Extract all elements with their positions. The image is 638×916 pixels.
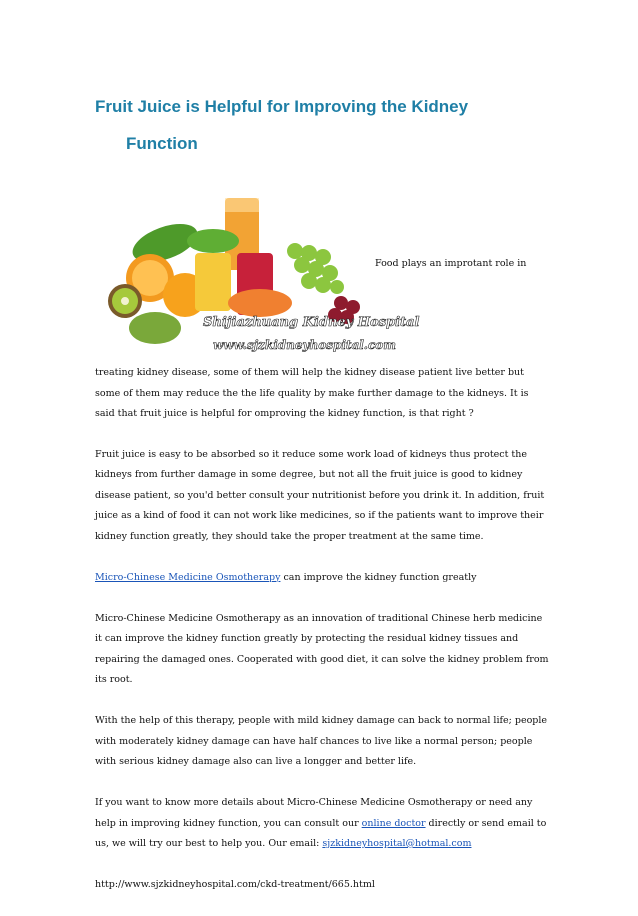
online-doctor-link[interactable]: online doctor xyxy=(361,817,426,829)
email-link[interactable]: sjzkidneyhospital@hotmal.com xyxy=(322,838,472,849)
article-title xyxy=(95,88,555,162)
paragraph-6-text-a: If you want to know more details about Micro-Chinese Medicine Osmotherapy or need any help in improving kidney function, you can consult our xyxy=(95,797,533,829)
paragraph-3 xyxy=(95,568,550,589)
fruit-juice-image xyxy=(95,183,420,358)
paragraph-6 xyxy=(95,793,550,855)
paragraph-3-text: can improve the kidney function greatly xyxy=(280,571,477,583)
paragraph-5: With the help of this therapy, people with mild kidney damage can back to normal life; people with moderately kidney damage can have half chances to live like a normal person; people with serious kidney damage also can live a longger and better life. xyxy=(95,715,548,767)
title-line-1: Fruit Juice is Helpful for Improving the Kidney xyxy=(95,97,469,116)
paragraph-1: treating kidney disease, some of them will help the kidney disease patient live better but some of them may reduce the the life quality by make further damage to the kidneys. It is said that fruit juice is helpful for omproving the kidney function, is that right ? xyxy=(95,367,529,419)
source-url: http://www.sjzkidneyhospital.com/ckd-treatment/665.html xyxy=(95,879,375,890)
title-line-2: Function xyxy=(126,134,198,153)
paragraph-2: Fruit juice is easy to be absorbed so it reduce some work load of kidneys thus protect the kidneys from further damage in some degree, but not all the fruit juice is good to kidney disease patient, so you'd better consult your nutritionist before you drink it. In addition, fruit juice as a kind of food it can not work like medicines, so if the patients want to improve their kidney function greatly, they should take the proper treatment at the same time. xyxy=(95,448,545,542)
watermark-name: Shijiazhuang Kidney Hospital xyxy=(203,315,420,330)
osmotherapy-link[interactable]: Micro-Chinese Medicine Osmotherapy xyxy=(95,571,281,583)
paragraph-6-text-b: directly or send email to us, we will try our best to help you. Our email: xyxy=(95,817,547,849)
article-body xyxy=(95,363,550,916)
watermark-url: www.sjzkidneyhospital.com xyxy=(213,338,396,352)
intro-fragment: Food plays an improtant role in xyxy=(375,258,527,269)
paragraph-4: Micro-Chinese Medicine Osmotherapy as an innovation of traditional Chinese herb medicine it can improve the kidney function greatly by protecting the residual kidney tissues and repairing the damaged ones. Cooperated with good diet, it can solve the kidney problem from its root. xyxy=(95,612,549,685)
